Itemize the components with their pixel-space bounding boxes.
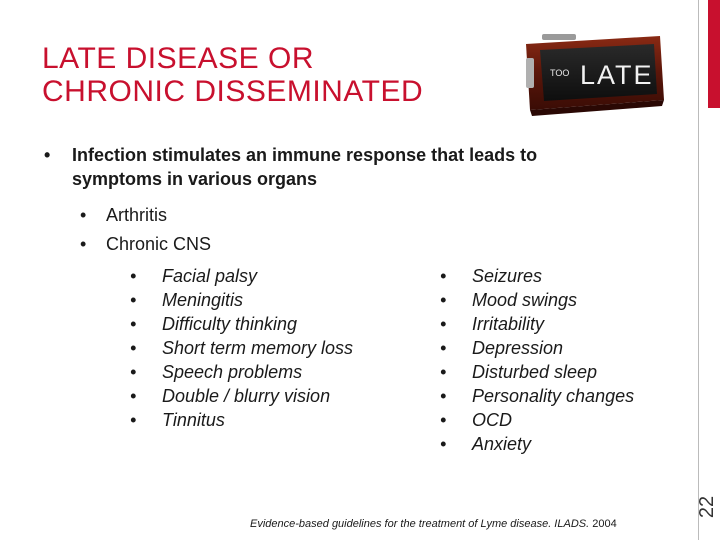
list-item: • OCD — [440, 408, 680, 432]
list-item: • Tinnitus — [130, 408, 360, 432]
slide-title — [42, 42, 423, 108]
sub-bullet-arthritis: • Arthritis — [80, 201, 211, 230]
list-item: • Disturbed sleep — [440, 360, 680, 384]
list-item: • Personality changes — [440, 384, 680, 408]
slide-right-rule — [698, 0, 699, 540]
list-item: • Irritability — [440, 312, 680, 336]
sub-bullet-list — [80, 201, 211, 259]
clock-label-small: TOO — [550, 68, 570, 78]
cns-symptoms-right-list — [440, 264, 680, 456]
list-item: • Short term memory loss — [130, 336, 360, 360]
slide-accent-bar — [708, 0, 720, 108]
list-item: • Mood swings — [440, 288, 680, 312]
main-bullet: • Infection stimulates an immune response that leads to symptoms in various organs — [44, 143, 632, 191]
cns-symptoms-left-list — [130, 264, 360, 432]
list-item: • Double / blurry vision — [130, 384, 360, 408]
list-item: • Meningitis — [130, 288, 360, 312]
list-item: • Anxiety — [440, 432, 680, 456]
title-line-1: LATE DISEASE OR — [42, 42, 315, 75]
page-number: 22 — [696, 495, 718, 519]
citation — [250, 518, 617, 530]
clock-label-large: LATE — [580, 60, 654, 90]
list-item: • Difficulty thinking — [130, 312, 360, 336]
list-item: • Facial palsy — [130, 264, 360, 288]
citation-text: Evidence-based guidelines for the treatment of Lyme disease. ILADS. — [250, 518, 590, 530]
list-item: • Seizures — [440, 264, 680, 288]
alarm-clock-too-late-icon — [520, 30, 670, 120]
list-item: • Depression — [440, 336, 680, 360]
sub-bullet-chronic-cns: • Chronic CNS — [80, 230, 211, 259]
list-item: • Speech problems — [130, 360, 360, 384]
title-line-2: CHRONIC DISSEMINATED — [42, 75, 424, 108]
citation-year: 2004 — [592, 518, 617, 530]
